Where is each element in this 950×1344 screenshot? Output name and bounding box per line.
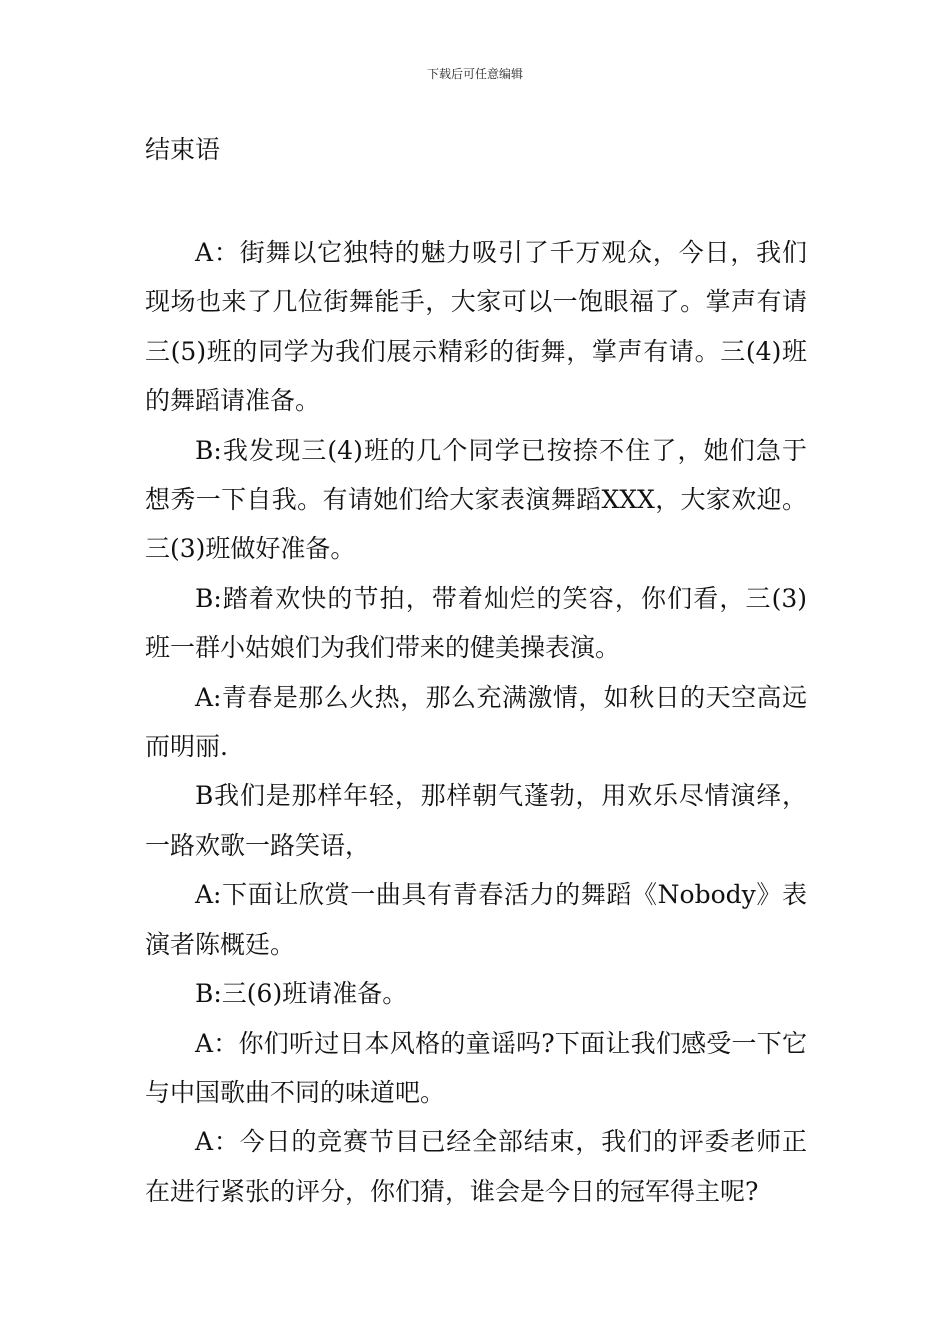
paragraph: A:青春是那么火热，那么充满激情，如秋日的天空高远而明丽. xyxy=(145,682,807,762)
document-body xyxy=(145,228,807,1216)
paragraph: A：今日的竞赛节目已经全部结束，我们的评委老师正在进行紧张的评分，你们猜，谁会是今日的冠军得主呢? xyxy=(145,1127,807,1206)
paragraph: B:踏着欢快的节拍，带着灿烂的笑容，你们看，三(3)班一群小姑娘们为我们带来的健美操表演。 xyxy=(145,583,807,663)
paragraph: B:我发现三(4)班的几个同学已按捺不住了，她们急于想秀一下自我。有请她们给大家表演舞蹈XXX，大家欢迎。三(3)班做好准备。 xyxy=(145,435,807,564)
paragraph: A：街舞以它独特的魅力吸引了千万观众，今日，我们现场也来了几位街舞能手，大家可以一饱眼福了。掌声有请三(5)班的同学为我们展示精彩的街舞，掌声有请。三(4)班的舞蹈请准备。 xyxy=(145,238,807,416)
document-title: 结束语 xyxy=(145,135,221,164)
paragraph: A:下面让欣赏一曲具有青春活力的舞蹈《Nobody》表演者陈概廷。 xyxy=(145,880,807,959)
header-note: 下载后可任意编辑 xyxy=(426,67,523,81)
paragraph: B:三(6)班请准备。 xyxy=(195,979,408,1009)
paragraph: B我们是那样年轻，那样朝气蓬勃，用欢乐尽情演绎，一路欢歌一路笑语， xyxy=(145,781,807,860)
paragraph: A：你们听过日本风格的童谣吗?下面让我们感受一下它与中国歌曲不同的味道吧。 xyxy=(145,1028,807,1107)
